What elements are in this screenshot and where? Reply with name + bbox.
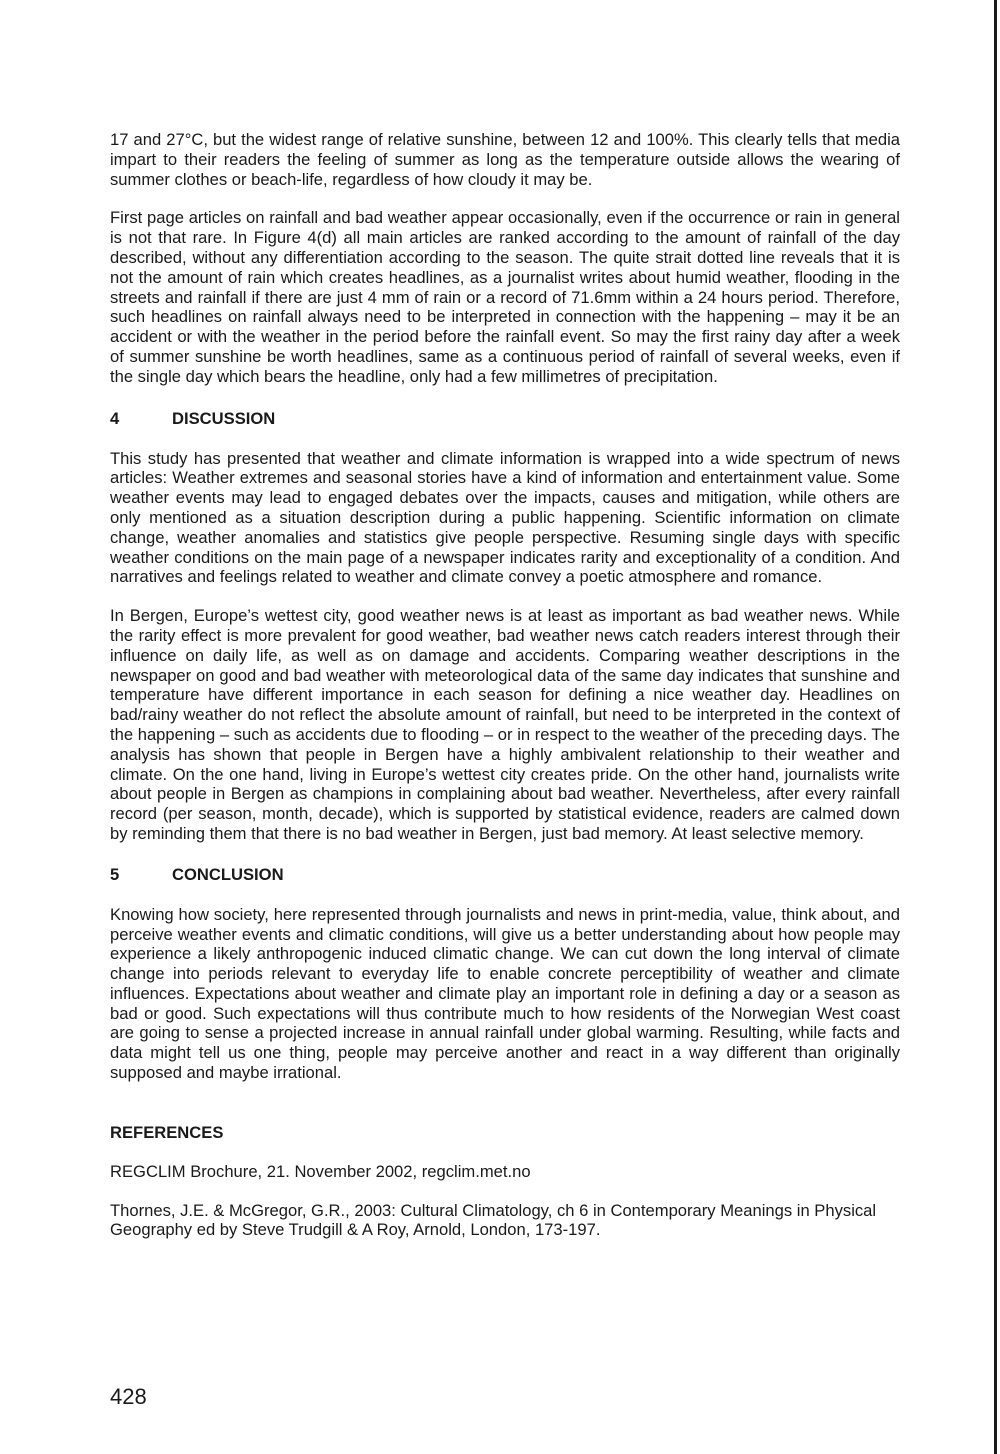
page-content: [110, 130, 900, 1259]
body-paragraph-2: First page articles on rainfall and bad weather appear occasionally, even if the occurrence or rain in general is not that rare. In Figure 4(d) all main articles are ranked according to the amount of rainfall of the day described, without any differentiation according to the season. The quite strait dotted line reveals that it is not the amount of rain which creates headlines, as a journalist writes about humid weather, flooding in the streets and rainfall if there are just 4 mm of rain or a record of 71.6mm within a 24 hours period. Therefore, such headlines on rainfall always need to be interpreted in connection with the happening – may it be an accident or with the weather in the period before the rainfall event. So may the first rainy day after a week of summer sunshine be worth headlines, same as a continuous period of rainfall of several weeks, even if the single day which bears the headline, only had a few millimetres of precipitation.: [110, 208, 900, 386]
conclusion-heading: [110, 865, 900, 885]
page-number: 428: [110, 1384, 147, 1409]
references-heading: REFERENCES: [110, 1122, 224, 1142]
section-title: CONCLUSION: [172, 864, 284, 884]
section-title: DISCUSSION: [172, 408, 276, 428]
page-edge-line: [994, 0, 997, 1454]
section-number: 4: [110, 408, 120, 428]
section-number: 5: [110, 864, 120, 884]
discussion-paragraph-2: In Bergen, Europe’s wettest city, good weather news is at least as important as bad weather news. While the rarity effect is more prevalent for good weather, bad weather news catch readers interest through their influence on daily life, as well as on damage and accidents. Comparing weather descriptions in the newspaper on good and bad weather with meteorological data of the same day indicates that sunshine and temperature have different importance in each season for defining a nice weather day. Headlines on bad/rainy weather do not reflect the absolute amount of rainfall, but need to be interpreted in the context of the happening – such as accidents due to flooding – or in respect to the weather of the preceding days. The analysis has shown that people in Bergen have a highly ambivalent relationship to their weather and climate. On the one hand, living in Europe’s wettest city creates pride. On the other hand, journalists write about people in Bergen as champions in complaining about bad weather. Nevertheless, after every rainfall record (per season, month, decade), which is supported by statistical evidence, readers are calmed down by reminding them that there is no bad weather in Bergen, just bad memory. At least selective memory.: [110, 606, 900, 843]
conclusion-paragraph: Knowing how society, here represented through journalists and news in print-media, value, think about, and perceive weather events and climatic conditions, will give us a better understanding about how people may experience a likely anthropogenic induced climatic change. We can cut down the long interval of climate change into periods relevant to everyday life to enable concrete perceptibility of weather and climate influences. Expectations about weather and climate play an important role in defining a day or a season as bad or good. Such expectations will thus contribute much to how residents of the Norwegian West coast are going to sense a projected increase in annual rainfall under global warming. Resulting, while facts and data might tell us one thing, people may perceive another and react in a way different than originally supposed and maybe irrational.: [110, 904, 900, 1083]
reference-item: REGCLIM Brochure, 21. November 2002, regclim.met.no: [110, 1161, 531, 1181]
discussion-heading: [110, 409, 900, 429]
reference-item: Thornes, J.E. & McGregor, G.R., 2003: Cultural Climatology, ch 6 in Contemporary Meanings in Physical Geography ed by Steve Trudgill & A Roy, Arnold, London, 173-197.: [110, 1200, 877, 1240]
discussion-paragraph-1: This study has presented that weather and climate information is wrapped into a wide spectrum of news articles: Weather extremes and seasonal stories have a kind of information and entertainment value. Some weather events may lead to engaged debates over the impacts, causes and mitigation, while others are only mentioned as a situation description during a public happening. Scientific information on climate change, weather anomalies and statistics give people perspective. Resuming single days with specific weather conditions on the main page of a newspaper indicates rarity and exceptionality of a condition. And narratives and feelings related to weather and climate convey a poetic atmosphere and romance.: [110, 448, 900, 587]
body-paragraph-1: 17 and 27°C, but the widest range of relative sunshine, between 12 and 100%. This clearly tells that media impart to their readers the feeling of summer as long as the temperature outside allows the wearing of summer clothes or beach-life, regardless of how cloudy it may be.: [110, 130, 900, 189]
